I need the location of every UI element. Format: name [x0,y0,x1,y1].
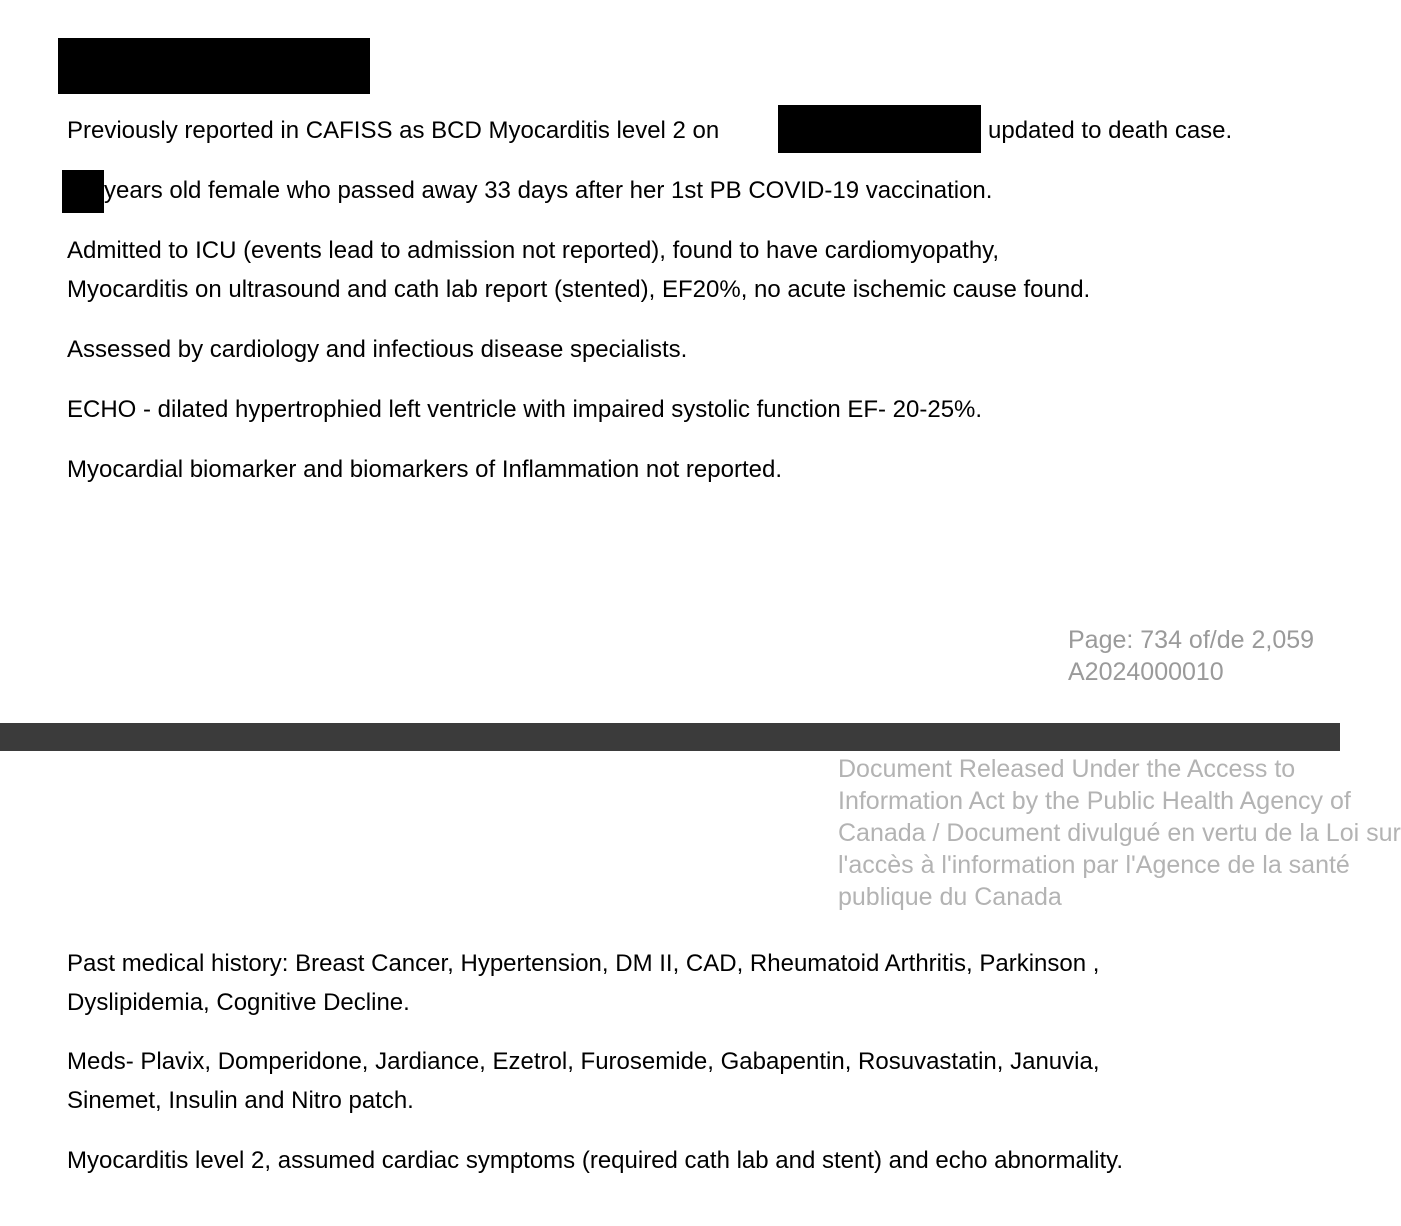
redaction-block-header [58,38,370,94]
page-separator [0,723,1340,751]
history-line-1: Past medical history: Breast Cancer, Hypertension, DM II, CAD, Rheumatoid Arthritis, Parkinson , [67,950,1100,977]
paragraph-biomarkers: Myocardial biomarker and biomarkers of Inflammation not reported. [67,456,782,483]
release-line: Document Released Under the Access to [838,755,1296,783]
release-line: Information Act by the Public Health Agency of [838,787,1351,815]
paragraph-patient-summary: years old female who passed away 33 days after her 1st PB COVID-19 vaccination. [104,177,993,204]
admission-line-2: Myocarditis on ultrasound and cath lab report (stented), EF20%, no acute ischemic cause found. [67,276,1091,303]
redaction-block-age [62,170,104,213]
release-line: Canada / Document divulgué en vertu de la Loi sur [838,819,1401,847]
file-number-stamp: A2024000010 [1068,658,1224,686]
paragraph-assessment-specialists: Assessed by cardiology and infectious disease specialists. [67,336,688,363]
redaction-block-date [778,105,981,153]
paragraph-medications [67,1042,1100,1120]
meds-line-2: Sinemet, Insulin and Nitro patch. [67,1087,414,1114]
release-line: l'accès à l'information par l'Agence de la santé [838,851,1350,879]
paragraph-report-status-end: updated to death case. [988,117,1233,144]
paragraph-report-status-start: Previously reported in CAFISS as BCD Myocarditis level 2 on [67,117,720,144]
history-line-2: Dyslipidemia, Cognitive Decline. [67,989,410,1016]
admission-line-1: Admitted to ICU (events lead to admission not reported), found to have cardiomyopathy, [67,237,1000,264]
paragraph-case-assessment: Myocarditis level 2, assumed cardiac symptoms (required cath lab and stent) and echo abnormality. [67,1147,1124,1174]
page-number-stamp: Page: 734 of/de 2,059 [1068,626,1315,654]
meds-line-1: Meds- Plavix, Domperidone, Jardiance, Ezetrol, Furosemide, Gabapentin, Rosuvastatin, Januvia, [67,1048,1100,1075]
paragraph-medical-history [67,944,1099,1022]
release-watermark [838,753,1401,913]
release-line: publique du Canada [838,883,1062,911]
paragraph-admission [67,231,1090,309]
paragraph-echo-findings: ECHO - dilated hypertrophied left ventricle with impaired systolic function EF- 20-25%. [67,396,983,423]
